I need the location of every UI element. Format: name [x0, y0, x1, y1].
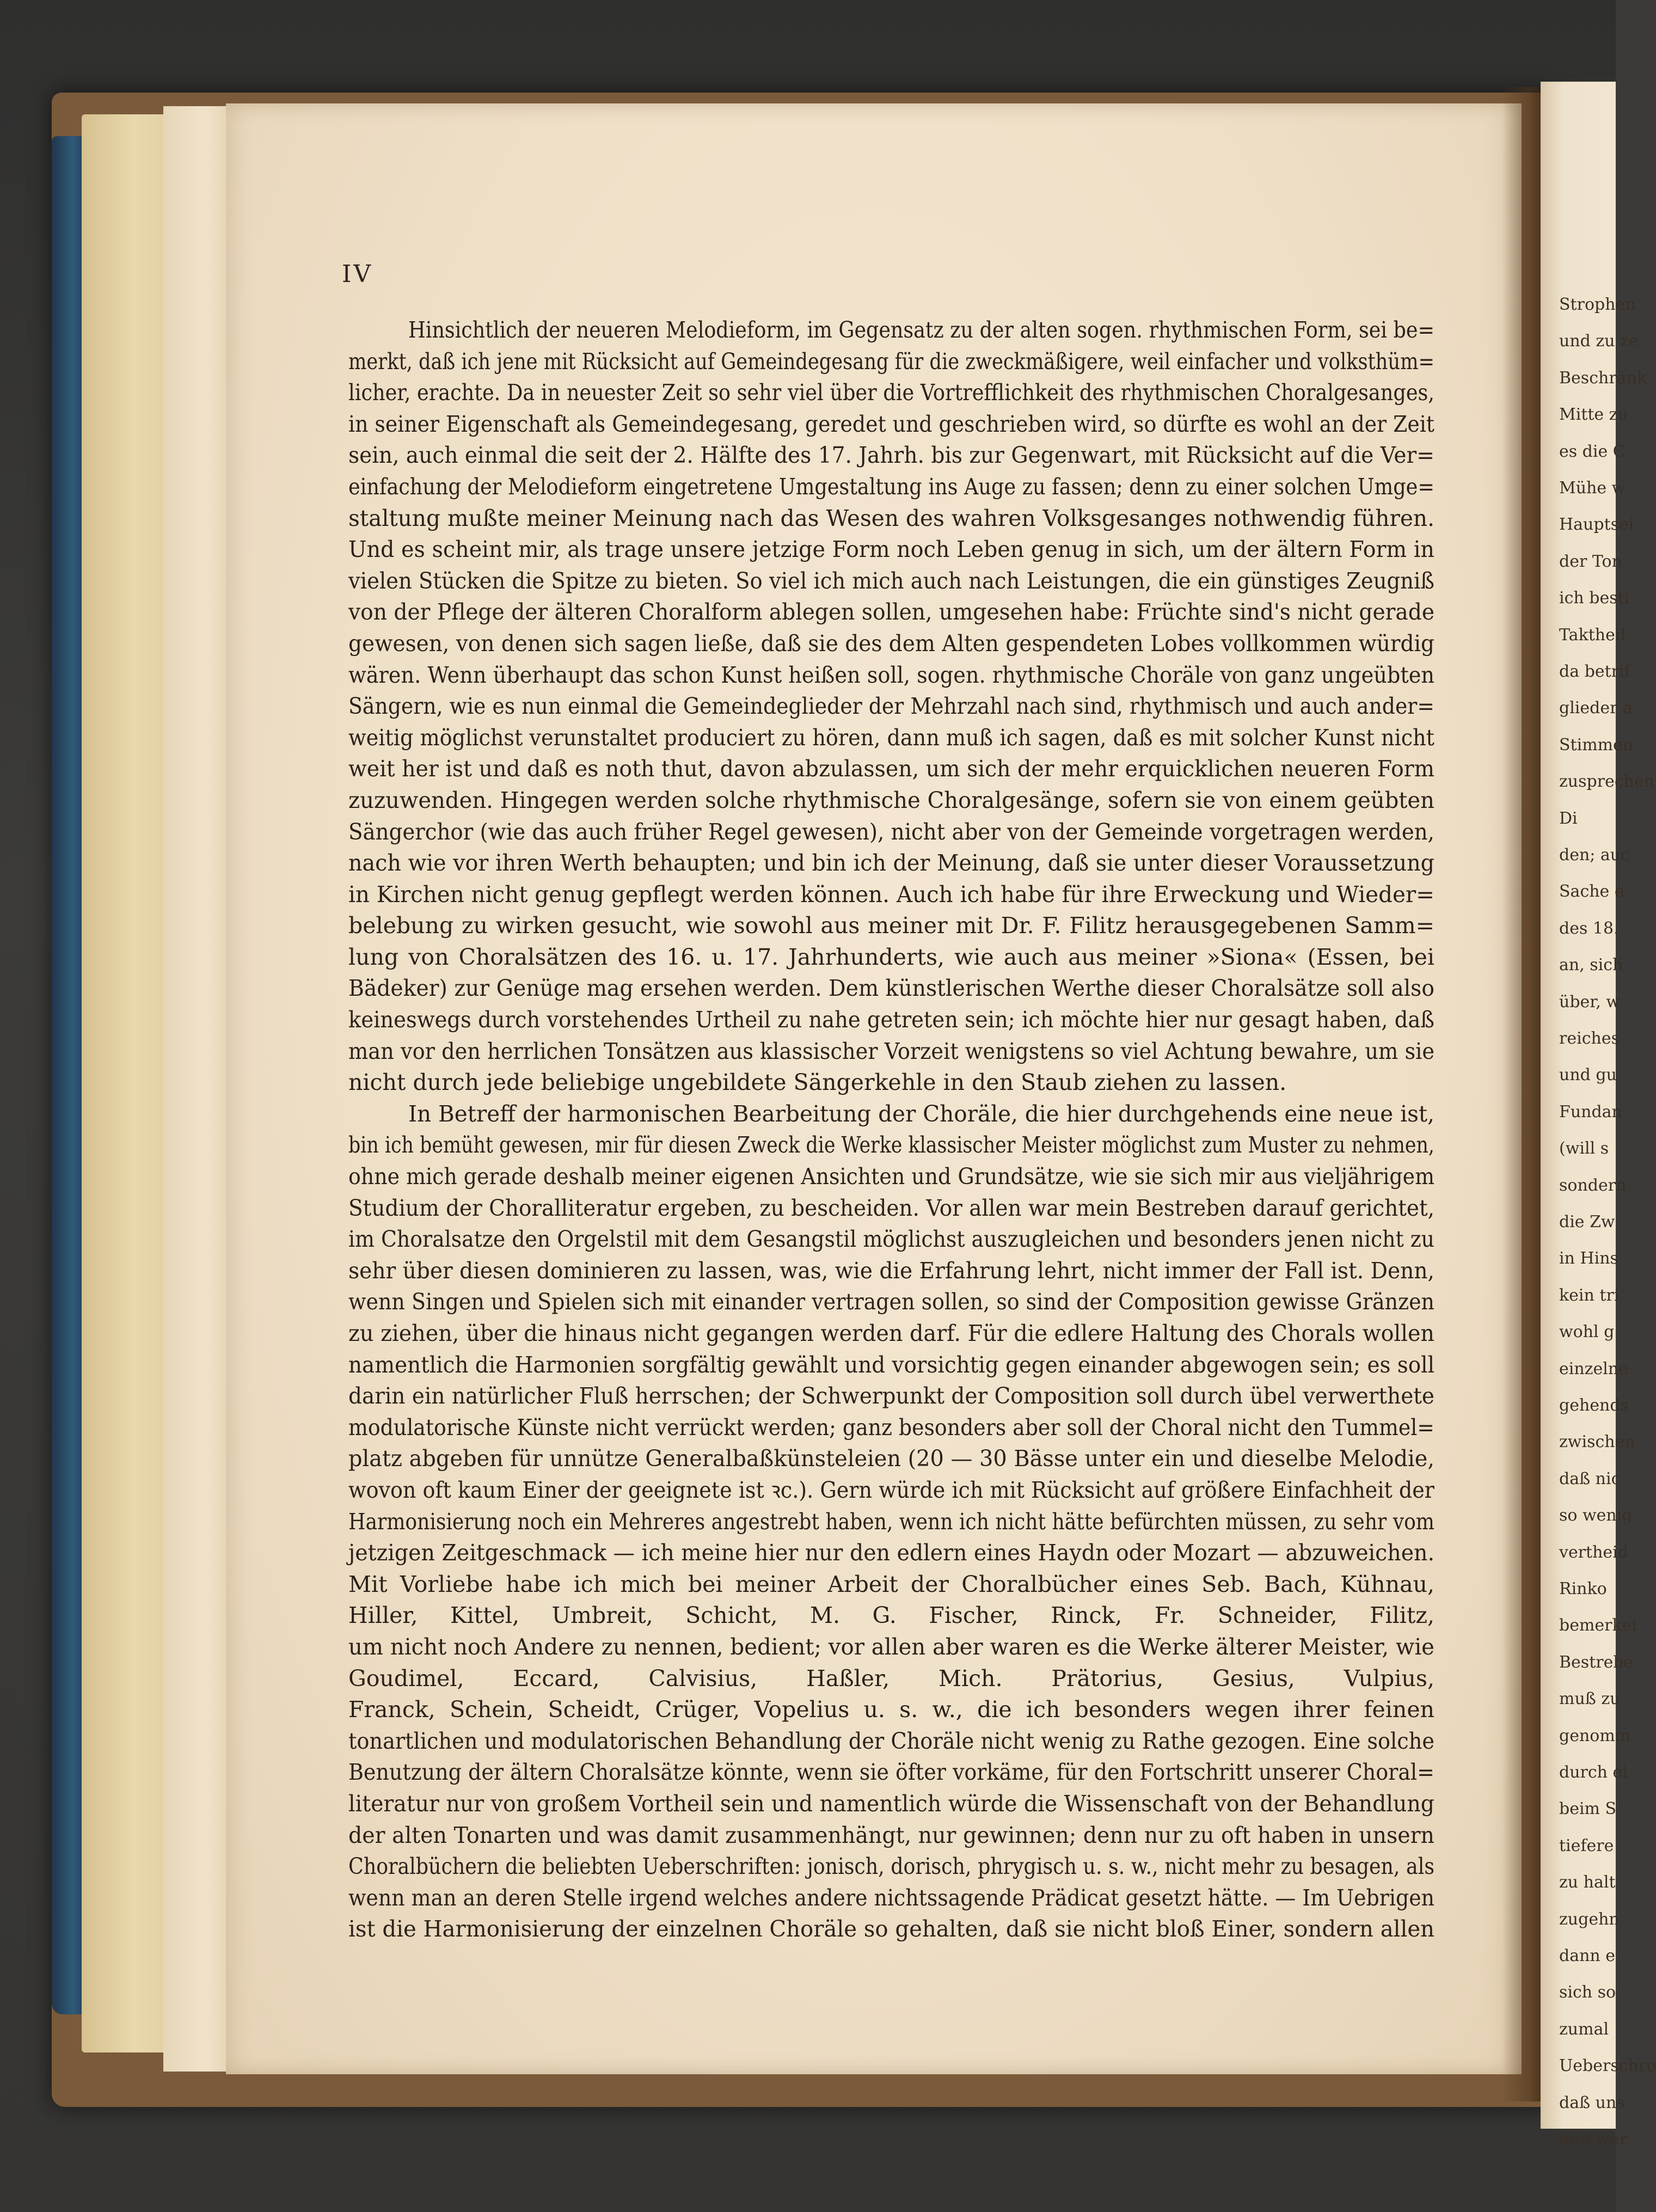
text-line: platz abgeben für unnütze Generalbaßkünsteleien (20 — 30 Bässe unter ein und dieselbe Melodie,: [348, 1445, 1434, 1472]
text-line: jetzigen Zeitgeschmack — ich meine hier nur den edlern eines Haydn oder Mozart — abzuweichen.: [348, 1540, 1434, 1566]
facing-page-fragment: da betrif: [1559, 662, 1630, 681]
text-line: sein, auch einmal die seit der 2. Hälfte des 17. Jahrh. bis zur Gegenwart, mit Rücksicht auf die Ver=: [348, 442, 1434, 469]
text-line: tonartlichen und modulatorischen Behandlung der Choräle nicht wenig zu Rathe gezogen. Eine solche: [348, 1727, 1434, 1754]
facing-page-fragment: Strophen: [1559, 295, 1636, 314]
text-line: der alten Tonarten und was damit zusammenhängt, nur gewinnen; denn nur zu oft haben in unsern: [348, 1822, 1434, 1848]
text-line: Und es scheint mir, als trage unsere jetzige Form noch Leben genug in sich, um der ältern Form in: [348, 536, 1434, 563]
facing-page-fragment: glieder a: [1559, 698, 1633, 718]
facing-page-fragment: und wer: [1559, 2130, 1628, 2149]
text-line: belebung zu wirken gesucht, wie sowohl aus meiner mit Dr. F. Filitz herausgegebenen Samm=: [348, 912, 1434, 939]
facing-page-fragment: Mühe w: [1559, 479, 1626, 498]
text-line: nicht durch jede beliebige ungebildete Sängerkehle in den Staub ziehen zu lassen.: [348, 1069, 1287, 1096]
facing-page-fragment: über, w: [1559, 992, 1621, 1012]
text-line: Sängerchor (wie das auch früher Regel gewesen), nicht aber von der Gemeinde vorgetragen werden,: [348, 818, 1434, 845]
facing-page-fragment: zugehn: [1559, 1909, 1620, 1929]
text-line: zu ziehen, über die hinaus nicht gegangen werden darf. Für die edlere Haltung des Chorals wollen: [348, 1320, 1434, 1346]
facing-page-fragment: Hauptsei: [1559, 515, 1634, 535]
text-line: wenn man an deren Stelle irgend welches andere nichtssagende Prädicat gesetzt hätte. — Im Uebrigen: [348, 1884, 1434, 1911]
facing-page-fragment: Bestrebe: [1559, 1652, 1634, 1672]
text-line: modulatorische Künste nicht verrückt werden; ganz besonders aber soll der Choral nicht den Tummel=: [348, 1414, 1434, 1441]
text-line: Harmonisierung noch ein Mehreres angestrebt haben, wenn ich nicht hätte befürchten müssen, zu sehr vom: [348, 1508, 1434, 1535]
text-line: Goudimel, Eccard, Calvisius, Haßler, Mich. Prätorius, Gesius, Vulpius,: [348, 1665, 1434, 1692]
facing-page-fragment: der Ton: [1559, 552, 1622, 571]
text-line: Mit Vorliebe habe ich mich bei meiner Arbeit der Choralbücher eines Seb. Bach, Kühnau,: [348, 1571, 1434, 1597]
text-line: Hinsichtlich der neueren Melodieform, im Gegensatz zu der alten sogen. rhythmischen Form, sei be=: [408, 317, 1434, 343]
facing-page-fragment: beim S: [1559, 1799, 1617, 1819]
facing-page-fragment: zusprechen: [1559, 772, 1655, 792]
facing-page-fragment: Taktheil: [1559, 625, 1626, 645]
text-line: ohne mich gerade deshalb meiner eigenen Ansichten und Grundsätze, wie sie sich mir aus vieljährigem: [348, 1163, 1434, 1190]
facing-page-fragment: Sache e: [1559, 882, 1624, 902]
facing-page-fragment: daß nic: [1559, 1469, 1621, 1488]
text-line: sehr über diesen dominieren zu lassen, was, wie die Erfahrung lehrt, nicht immer der Fall ist. Denn,: [348, 1257, 1434, 1284]
text-line: In Betreff der harmonischen Bearbeitung der Choräle, die hier durchgehends eine neue ist,: [408, 1100, 1434, 1127]
text-line: Benutzung der ältern Choralsätze könnte, wenn sie öfter vorkäme, für den Fortschritt unserer Choral=: [348, 1759, 1434, 1786]
text-line: keineswegs durch vorstehendes Urtheil zu nahe getreten sein; ich möchte hier nur gesagt haben, daß: [348, 1007, 1434, 1033]
facing-page-fragment: sondern: [1559, 1175, 1627, 1195]
facing-page-fragment: es die C: [1559, 442, 1626, 461]
facing-page-fragment: zu halt: [1559, 1873, 1616, 1892]
facing-page-fragment: Mitte zu: [1559, 405, 1628, 425]
facing-page-fragment: tiefere: [1559, 1836, 1614, 1855]
facing-page-fragment: (will s: [1559, 1139, 1609, 1159]
text-line: ist die Harmonisierung der einzelnen Choräle so gehalten, daß sie nicht bloß Einer, sondern allen: [348, 1916, 1434, 1943]
text-line: wären. Wenn überhaupt das schon Kunst heißen soll, sogen. rhythmische Choräle von ganz ungeübten: [348, 661, 1434, 688]
facing-page-fragment: gehends: [1559, 1396, 1629, 1415]
facing-page-fragment: reiches: [1559, 1029, 1620, 1048]
facing-page-fragment: Fundan: [1559, 1102, 1622, 1122]
facing-page-fragment: ich besti: [1559, 589, 1630, 608]
text-line: merkt, daß ich jene mit Rücksicht auf Gemeindegesang für die zweckmäßigere, weil einfacher und volksthüm=: [348, 348, 1434, 375]
facing-page-fragment: kein tri: [1559, 1285, 1620, 1305]
facing-page-fragment: daß uns: [1559, 2093, 1625, 2112]
text-line: Hiller, Kittel, Umbreit, Schicht, M. G. Fischer, Rinck, Fr. Schneider, Filitz,: [348, 1602, 1434, 1629]
text-line: in Kirchen nicht genug gepflegt werden können. Auch ich habe für ihre Erweckung und Wieder=: [348, 881, 1434, 908]
facing-page-edge: [1541, 82, 1656, 2149]
facing-page-fragment: Rinko: [1559, 1579, 1607, 1598]
text-line: im Choralsatze den Orgelstil mit dem Gesangstil möglichst auszugleichen und besonders jenen nicht zu: [348, 1226, 1434, 1253]
text-line: nach wie vor ihren Werth behaupten; und bin ich der Meinung, daß sie unter dieser Voraussetzung: [348, 850, 1434, 877]
facing-page-fragment: zwischen: [1559, 1432, 1635, 1452]
facing-page-fragment: muß zu: [1559, 1689, 1621, 1709]
text-line: vielen Stücken die Spitze zu bieten. So viel ich mich auch nach Leistungen, die ein günstiges Zeugniß: [348, 567, 1434, 594]
text-line: zuzuwenden. Hingegen werden solche rhythmische Choralgesänge, sofern sie von einem geübten: [348, 787, 1434, 813]
text-line: Studium der Choralliteratur ergeben, zu bescheiden. Vor allen war mein Bestreben darauf gerichtet,: [348, 1194, 1434, 1221]
facing-page-fragment: wohl g: [1559, 1322, 1615, 1342]
text-line: wenn Singen und Spielen sich mit einander vertragen sollen, so sind der Composition gewisse Gränzen: [348, 1289, 1434, 1315]
text-line: weit her ist und daß es noth thut, davon abzulassen, um sich der mehr erquicklichen neueren Form: [348, 756, 1434, 782]
body-text: [348, 315, 1434, 1945]
facing-page-fragment: dann e: [1559, 1946, 1616, 1965]
facing-page-fragment: und gu: [1559, 1065, 1617, 1085]
facing-page-fragment: in Hins: [1559, 1249, 1618, 1269]
facing-page-fragment: bemerkei: [1559, 1616, 1637, 1635]
facing-page-fragment: so wenig: [1559, 1506, 1633, 1525]
text-line: wovon oft kaum Einer der geeignete ist ꝛc.). Gern würde ich mit Rücksicht auf größere Einfachheit der: [348, 1476, 1434, 1503]
text-line: namentlich die Harmonien sorgfältig gewählt und vorsichtig gegen einander abgewogen sein; es soll: [348, 1351, 1434, 1378]
facing-page-fragment: und zu ze: [1559, 332, 1639, 351]
text-line: in seiner Eigenschaft als Gemeindegesang, geredet und geschrieben wird, so dürfte es wohl an der Zeit: [348, 410, 1434, 437]
text-line: von der Pflege der älteren Choralform ablegen sollen, umgesehen habe: Früchte sind's nicht gerade: [348, 599, 1434, 626]
facing-page-fragment: sich so: [1559, 1983, 1616, 2002]
text-line: weitig möglichst verunstaltet produciert zu hören, dann muß ich sagen, daß es mit solcher Kunst nicht: [348, 724, 1434, 751]
text-line: staltung mußte meiner Meinung nach das Wesen des wahren Volksgesanges nothwendig führen.: [348, 505, 1434, 531]
text-line: darin ein natürlicher Fluß herrschen; der Schwerpunkt der Composition soll durch übel verwerthete: [348, 1383, 1434, 1410]
page-number: IV: [342, 260, 373, 288]
text-line: lung von Choralsätzen des 16. u. 17. Jahrhunderts, wie auch aus meiner »Siona« (Essen, bei: [348, 943, 1434, 970]
text-line: um nicht noch Andere zu nennen, bedient; vor allen aber waren es die Werke älterer Meister, wie: [348, 1633, 1434, 1660]
facing-page-fragment: Beschränk: [1559, 368, 1647, 388]
facing-page-fragment: durch ei: [1559, 1763, 1628, 1782]
text-line: Franck, Schein, Scheidt, Crüger, Vopelius u. s. w., die ich besonders wegen ihrer feinen: [348, 1696, 1434, 1723]
text-line: Sängern, wie es nun einmal die Gemeindeglieder der Mehrzahl nach sind, rhythmisch und auch ander=: [348, 693, 1434, 720]
facing-page-fragment: den; auc: [1559, 845, 1630, 865]
facing-page-fragment: vertheid: [1559, 1542, 1628, 1562]
text-line: Choralbüchern die beliebten Ueberschriften: jonisch, dorisch, phrygisch u. s. w., nicht mehr zu besagen, als: [348, 1853, 1434, 1880]
text-line: bin ich bemüht gewesen, mir für diesen Zweck die Werke klassischer Meister möglichst zum Muster zu nehmen,: [348, 1132, 1434, 1159]
facing-page-fragment: an, sich: [1559, 955, 1623, 975]
text-line: literatur nur von großem Vortheil sein und namentlich würde die Wissenschaft von der Behandlung: [348, 1790, 1434, 1817]
facing-page-fragment: Di: [1559, 808, 1578, 828]
facing-page-fragment: zumal: [1559, 2019, 1609, 2039]
flyleaf: [163, 106, 234, 2072]
text-line: licher, erachte. Da in neuester Zeit so sehr viel über die Vortrefflichkeit des rhythmischen Choralgesanges,: [348, 379, 1434, 406]
facing-page-fragment: die Zw: [1559, 1212, 1615, 1231]
facing-page-fragment: einzelne: [1559, 1359, 1628, 1378]
facing-page-fragment: genomm: [1559, 1726, 1631, 1745]
text-line: man vor den herrlichen Tonsätzen aus klassischer Vorzeit wenigstens so viel Achtung bewahre, um sie: [348, 1038, 1434, 1064]
facing-page-fragment: Ueberschro: [1559, 2056, 1656, 2076]
text-line: einfachung der Melodieform eingetretene Umgestaltung ins Auge zu fassen; denn zu einer solchen Umge=: [348, 473, 1434, 500]
text-line: gewesen, von denen sich sagen ließe, daß sie des dem Alten gespendeten Lobes vollkommen würdig: [348, 630, 1434, 657]
facing-page-fragment: Stimmen: [1559, 735, 1634, 755]
text-line: Bädeker) zur Genüge mag ersehen werden. Dem künstlerischen Werthe dieser Choralsätze soll also: [348, 975, 1434, 1002]
facing-page-fragment: des 18.: [1559, 918, 1619, 938]
